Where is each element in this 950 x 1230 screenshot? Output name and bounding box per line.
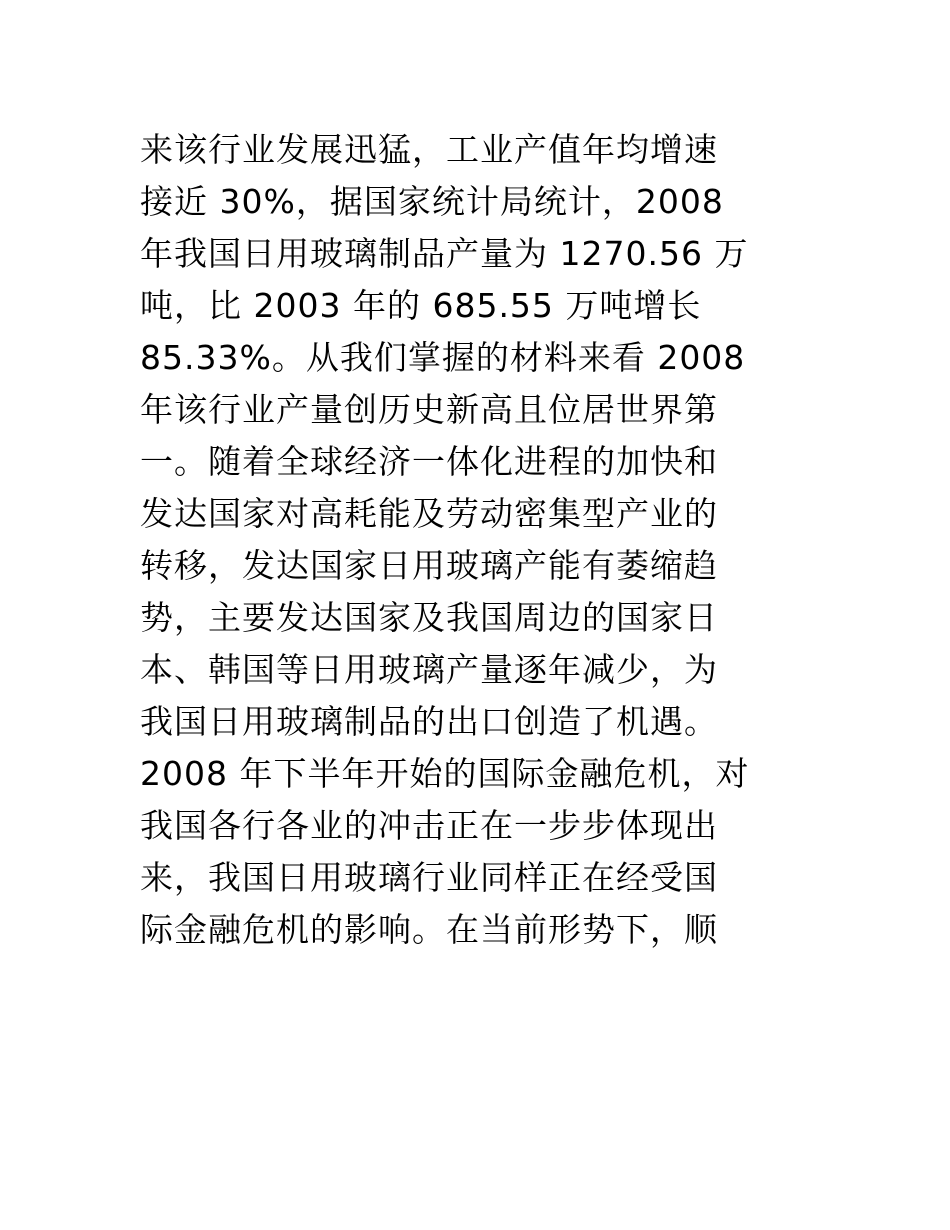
text-line: 本、韩国等日用玻璃产量逐年减少，为 <box>140 650 718 689</box>
text-line: 一。随着全球经济一体化进程的加快和 <box>140 442 718 481</box>
text-line: 85.33%。从我们掌握的材料来看 2008 <box>140 338 746 377</box>
text-line: 我国各行各业的冲击正在一步步体现出 <box>140 806 718 845</box>
text-line: 我国日用玻璃制品的出口创造了机遇。 <box>140 702 718 741</box>
text-line: 来，我国日用玻璃行业同样正在经受国 <box>140 858 718 897</box>
text-line: 接近 30%，据国家统计局统计，2008 <box>140 182 724 221</box>
text-line: 际金融危机的影响。在当前形势下，顺 <box>140 910 718 949</box>
text-line: 2008 年下半年开始的国际金融危机，对 <box>140 754 750 793</box>
text-line: 来该行业发展迅猛，工业产值年均增速 <box>140 130 718 169</box>
text-line: 年我国日用玻璃制品产量为 1270.56 万 <box>140 234 749 273</box>
text-line: 转移，发达国家日用玻璃产能有萎缩趋 <box>140 546 718 585</box>
body-paragraph <box>140 124 820 956</box>
text-line: 发达国家对高耗能及劳动密集型产业的 <box>140 494 718 533</box>
text-line: 吨，比 2003 年的 685.55 万吨增长 <box>140 286 702 325</box>
text-line: 势，主要发达国家及我国周边的国家日 <box>140 598 718 637</box>
text-line: 年该行业产量创历史新高且位居世界第 <box>140 390 718 429</box>
